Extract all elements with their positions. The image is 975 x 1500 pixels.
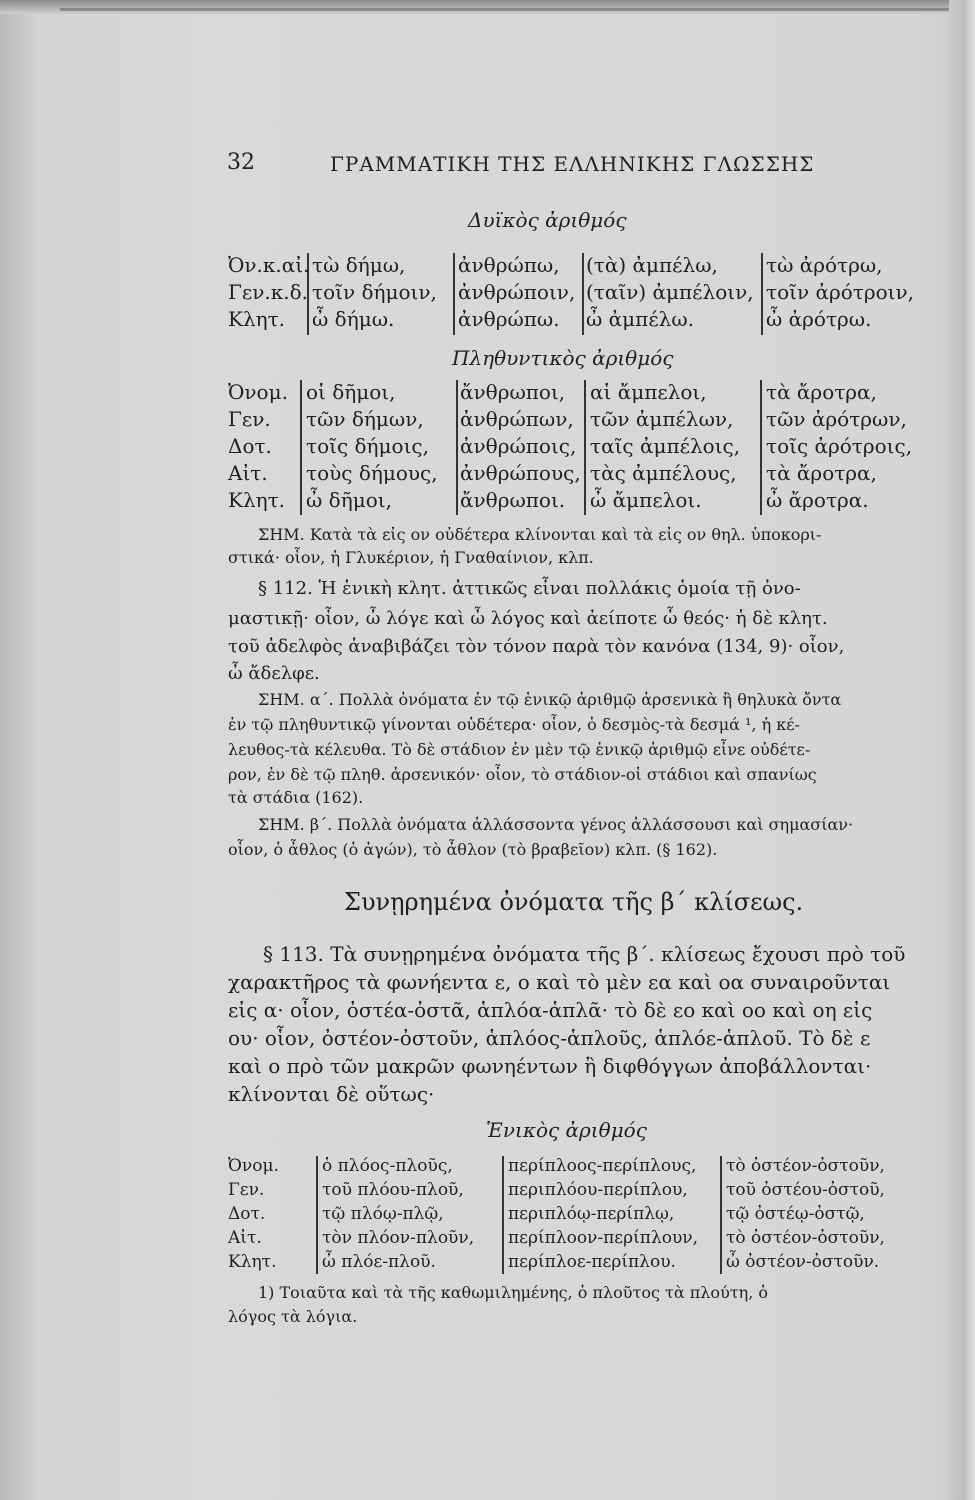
case-label: Ὀνομ. bbox=[228, 1156, 279, 1176]
footnote-line: λόγος τὰ λόγια. bbox=[228, 1307, 358, 1326]
page-top-edge bbox=[0, 0, 975, 14]
column-rule bbox=[453, 253, 455, 335]
paragraph-line: § 113. Τὰ συνῃρημένα ὀνόματα τῆς β΄. κλίσεως ἔχουσι πρὸ τοῦ bbox=[263, 942, 906, 966]
table-cell: τοὺς δήμους, bbox=[306, 461, 438, 485]
table-cell: τῶν δήμων, bbox=[306, 407, 424, 431]
plural-heading: Πληθυντικὸς ἀριθμός bbox=[452, 346, 674, 370]
table-cell: ὦ ἀμπέλω. bbox=[586, 307, 695, 331]
paragraph-line: χαρακτῆρος τὰ φωνήεντα ε, ο καὶ τὸ μὲν εα καὶ οα συναιροῦνται bbox=[228, 970, 891, 994]
table-cell: ὦ ἀρότρω. bbox=[766, 307, 872, 331]
table-cell: περίπλοος-περίπλους, bbox=[508, 1156, 697, 1176]
column-rule bbox=[760, 380, 762, 515]
note-line: ΣΗΜ. β΄. Πολλὰ ὀνόματα ἀλλάσσοντα γένος ἀλλάσσουσι καὶ σημασίαν· bbox=[258, 815, 854, 834]
table-cell: τοῖν ἀρότροιν, bbox=[766, 280, 914, 304]
table-cell: τὰ ἄροτρα, bbox=[766, 380, 877, 404]
table-cell: ἄνθρωποι. bbox=[460, 488, 566, 512]
table-cell: ὦ δήμω. bbox=[312, 307, 395, 331]
page-right-edge bbox=[949, 0, 975, 1500]
table-cell: ὦ ἄμπελοι. bbox=[590, 488, 702, 512]
column-rule bbox=[456, 380, 458, 515]
table-cell: ἀνθρώπω, bbox=[458, 253, 560, 277]
paragraph-line: § 112. Ἡ ἑνικὴ κλητ. ἀττικῶς εἶναι πολλάκις ὁμοία τῇ ὀνο- bbox=[258, 578, 801, 599]
column-rule bbox=[761, 253, 763, 335]
table-cell: ἀνθρώπω. bbox=[458, 307, 560, 331]
case-label: Γεν.κ.δ. bbox=[228, 280, 309, 304]
column-rule bbox=[720, 1156, 722, 1274]
table-cell: τῶν ἀμπέλων, bbox=[590, 407, 734, 431]
table-cell: ὦ πλόε-πλοῦ. bbox=[322, 1252, 436, 1272]
column-rule bbox=[300, 380, 302, 515]
table-cell: αἱ ἄμπελοι, bbox=[590, 380, 707, 404]
column-rule bbox=[584, 380, 586, 515]
paragraph-line: μαστικῇ· οἷον, ὦ λόγε καὶ ὦ λόγος καὶ ἀείποτε ὦ θεός· ἡ δὲ κλητ. bbox=[228, 608, 828, 629]
table-cell: οἱ δῆμοι, bbox=[306, 380, 396, 404]
table-cell: ταῖς ἀμπέλοις, bbox=[590, 434, 741, 458]
footnote-line: 1) Τοιαῦτα καὶ τὰ τῆς καθωμιλημένης, ὁ πλοῦτος τὰ πλούτη, ὁ bbox=[258, 1283, 769, 1302]
table-cell: τὸ ὀστέον-ὀστοῦν, bbox=[726, 1156, 885, 1176]
table-cell: ἀνθρώποις, bbox=[460, 434, 577, 458]
case-label: Ὀν.κ.αἰ. bbox=[228, 253, 310, 277]
table-cell: τὼ ἀρότρω, bbox=[766, 253, 883, 277]
table-cell: ἀνθρώποιν, bbox=[458, 280, 576, 304]
section-title: Συνῃρημένα ὀνόματα τῆς β΄ κλίσεως. bbox=[344, 888, 804, 916]
case-label: Γεν. bbox=[228, 1180, 265, 1200]
table-cell: ἀνθρώπους, bbox=[460, 461, 581, 485]
page-top-rule bbox=[60, 8, 960, 11]
table-cell: τοῦ πλόου-πλοῦ, bbox=[322, 1180, 464, 1200]
table-cell: τοῖν δήμοιν, bbox=[312, 280, 437, 304]
table-cell: ἀνθρώπων, bbox=[460, 407, 574, 431]
table-cell: τὰς ἀμπέλους, bbox=[590, 461, 737, 485]
table-cell: (τὰ) ἀμπέλω, bbox=[586, 253, 718, 277]
note-line: ἐν τῷ πληθυντικῷ γίνονται οὐδέτερα· οἷον, ὁ δεσμὸς-τὰ δεσμά ¹, ἡ κέ- bbox=[228, 715, 800, 734]
paragraph-line: καὶ ο πρὸ τῶν μακρῶν φωνηέντων ἢ διφθόγγων ἀποβάλλονται· bbox=[228, 1054, 872, 1078]
note-line: ρον, ἐν δὲ τῷ πληθ. ἀρσενικόν· οἷον, τὸ στάδιον-οἱ στάδιοι καὶ σπανίως bbox=[228, 765, 817, 784]
case-label: Δοτ. bbox=[228, 1204, 266, 1224]
case-label: Ὀνομ. bbox=[228, 380, 288, 404]
table-cell: περίπλοον-περίπλουν, bbox=[508, 1228, 699, 1248]
column-rule bbox=[316, 1156, 318, 1274]
note-line: στικά· οἷον, ἡ Γλυκέριον, ἡ Γναθαίνιον, κλπ. bbox=[228, 548, 594, 567]
table-cell: περιπλόου-περίπλου, bbox=[508, 1180, 688, 1200]
table-cell: τῶν ἀρότρων, bbox=[766, 407, 907, 431]
table-cell: ὦ ἄροτρα. bbox=[766, 488, 869, 512]
singular-heading: Ἑνικὸς ἀριθμός bbox=[486, 1118, 647, 1142]
table-cell: τὼ δήμω, bbox=[312, 253, 406, 277]
paragraph-line: ου· οἷον, ὀστέον-ὀστοῦν, ἁπλόος-ἁπλοῦς, ἁπλόε-ἁπλοῦ. Τὸ δὲ ε bbox=[228, 1026, 871, 1050]
table-cell: τῷ πλόῳ-πλῷ, bbox=[322, 1204, 444, 1224]
running-title: ΓΡΑΜΜΑΤΙΚΗ ΤΗΣ ΕΛΛΗΝΙΚΗΣ ΓΛΩΣΣΗΣ bbox=[330, 152, 815, 176]
paragraph-line: εἰς α· οἷον, ὀστέα-ὀστᾶ, ἁπλόα-ἁπλᾶ· τὸ δὲ εο καὶ οο καὶ οη εἰς bbox=[228, 998, 873, 1022]
table-cell: τοῦ ὀστέου-ὀστοῦ, bbox=[726, 1180, 885, 1200]
paragraph-line: κλίνονται δὲ οὕτως· bbox=[228, 1082, 435, 1106]
table-cell: ὁ πλόος-πλοῦς, bbox=[322, 1156, 453, 1176]
table-cell: τὸν πλόον-πλοῦν, bbox=[322, 1228, 475, 1248]
note-line: ΣΗΜ. Κατὰ τὰ εἰς ον οὐδέτερα κλίνονται καὶ τὰ εἰς ον θηλ. ὑποκορι- bbox=[258, 525, 822, 544]
paragraph-line: ὦ ἄδελφε. bbox=[228, 663, 320, 684]
case-label: Κλητ. bbox=[228, 1252, 277, 1272]
note-line: τὰ στάδια (162). bbox=[228, 788, 364, 807]
case-label: Γεν. bbox=[228, 407, 271, 431]
case-label: Αἰτ. bbox=[228, 1228, 262, 1248]
case-label: Κλητ. bbox=[228, 307, 286, 331]
table-cell: ὦ ὀστέον-ὀστοῦν. bbox=[726, 1252, 880, 1272]
table-cell: ἄνθρωποι, bbox=[460, 380, 566, 404]
table-cell: τὰ ἄροτρα, bbox=[766, 461, 877, 485]
table-cell: ὦ δῆμοι, bbox=[306, 488, 392, 512]
table-cell: τοῖς ἀρότροις, bbox=[766, 434, 913, 458]
note-line: ΣΗΜ. α΄. Πολλὰ ὀνόματα ἐν τῷ ἑνικῷ ἀριθμῷ ἀρσενικὰ ἢ θηλυκὰ ὄντα bbox=[258, 690, 842, 709]
note-line: οἷον, ὁ ἆθλος (ὁ ἀγών), τὸ ἆθλον (τὸ βραβεῖον) κλπ. (§ 162). bbox=[228, 840, 718, 859]
case-label: Κλητ. bbox=[228, 488, 286, 512]
paragraph-line: τοῦ ἀδελφὸς ἀναβιβάζει τὸν τόνον παρὰ τὸν κανόνα (134, 9)· οἷον, bbox=[228, 636, 845, 657]
table-cell: (ταῖν) ἀμπέλοιν, bbox=[586, 280, 754, 304]
table-cell: περίπλοε-περίπλου. bbox=[508, 1252, 676, 1272]
table-cell: τῷ ὀστέῳ-ὀστῷ, bbox=[726, 1204, 865, 1224]
dual-heading: Δυϊκὸς ἀριθμός bbox=[468, 208, 627, 232]
table-cell: τὸ ὀστέον-ὀστοῦν, bbox=[726, 1228, 885, 1248]
note-line: λευθος-τὰ κέλευθα. Τὸ δὲ στάδιον ἐν μὲν τῷ ἑνικῷ ἀριθμῷ εἶνε οὐδέτε- bbox=[228, 740, 811, 759]
column-rule bbox=[502, 1156, 504, 1274]
case-label: Δοτ. bbox=[228, 434, 272, 458]
column-rule bbox=[582, 253, 584, 335]
table-cell: περιπλόῳ-περίπλῳ, bbox=[508, 1204, 675, 1224]
page-number: 32 bbox=[227, 150, 255, 175]
case-label: Αἰτ. bbox=[228, 461, 268, 485]
table-cell: τοῖς δήμοις, bbox=[306, 434, 429, 458]
